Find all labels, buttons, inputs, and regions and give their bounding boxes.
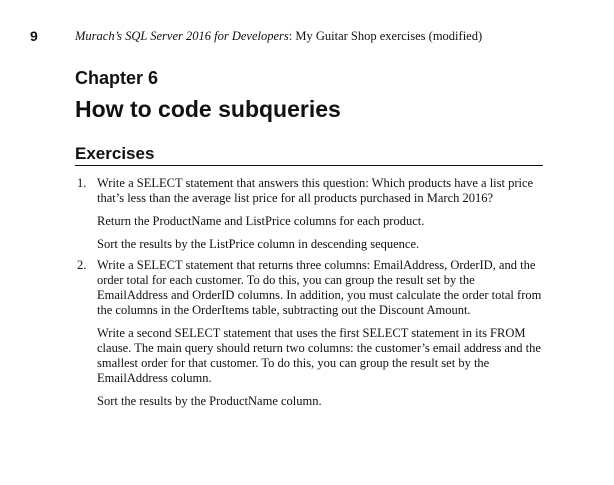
chapter-label: Chapter 6 <box>75 68 159 88</box>
exercise-item <box>75 176 545 252</box>
page-number: 9 <box>30 28 38 44</box>
exercise-paragraph: Write a second SELECT statement that uses the first SELECT statement in its FROM clause. The main query should return two columns: the customer’s email address and the smallest order for that customer. To do this, you can group the result set by the EmailAddress column. <box>97 326 541 385</box>
exercise-item <box>75 258 545 409</box>
exercise-number: 2. <box>77 258 87 272</box>
exercise-number: 1. <box>77 176 87 190</box>
chapter-title: How to code subqueries <box>75 96 341 122</box>
book-title: Murach’s SQL Server 2016 for Developers <box>75 29 289 43</box>
exercise-list <box>75 176 545 415</box>
exercise-paragraph: Return the ProductName and ListPrice columns for each product. <box>97 214 425 228</box>
exercise-paragraph: Sort the results by the ProductName column. <box>97 394 322 408</box>
section-heading: Exercises <box>75 144 543 166</box>
page-header <box>0 28 614 48</box>
running-head-subtitle: : My Guitar Shop exercises (modified) <box>288 29 483 43</box>
exercise-paragraph: Write a SELECT statement that answers this question: Which products have a list price that’s less than the average list price for all products purchased in March 2016? <box>97 176 534 205</box>
exercise-paragraph: Sort the results by the ListPrice column in descending sequence. <box>97 237 420 251</box>
exercise-paragraph: Write a SELECT statement that returns three columns: EmailAddress, OrderID, and the order total for each customer. To do this, you can group the result set by the EmailAddress and OrderID columns. In addition, you must calculate the order total from the columns in the OrderItems table, subtracting out the Discount Amount. <box>97 258 542 317</box>
running-head <box>75 29 482 44</box>
